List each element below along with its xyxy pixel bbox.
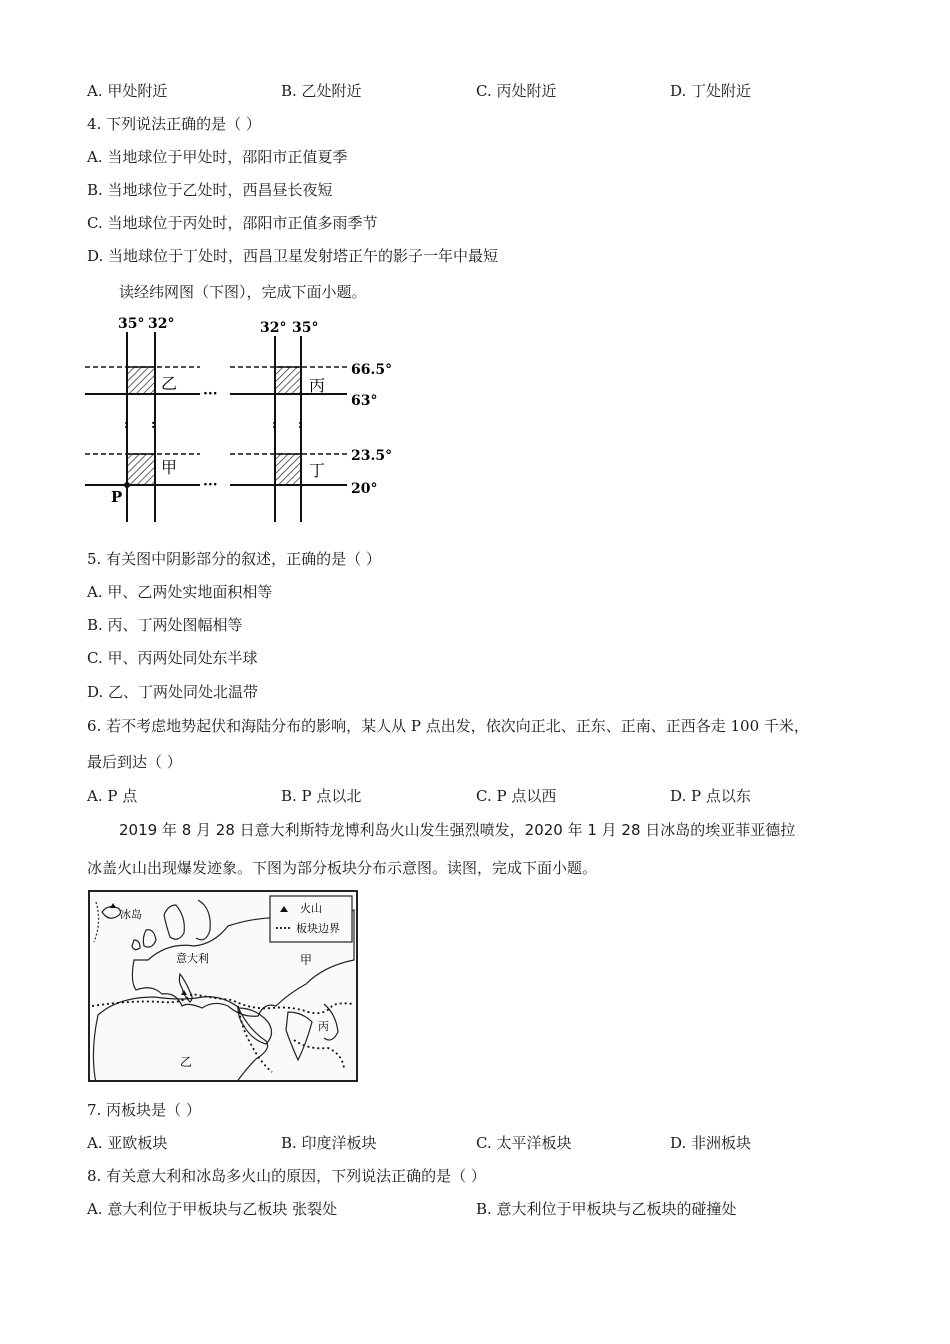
italy-label: 意大利 — [176, 952, 209, 965]
lon-label-32-left: 32° — [148, 316, 175, 332]
q6-stem-line2: 最后到达（ ） — [87, 753, 182, 771]
svg-text::: : — [272, 417, 277, 431]
intro-volcano-line1: 2019 年 8 月 28 日意大利斯特龙博利岛火山发生强烈喷发，2020 年 1 月 28 日冰岛的埃亚菲亚德拉 — [119, 821, 796, 839]
plate-label-jia: 甲 — [300, 953, 313, 967]
latlon-grid-figure — [85, 310, 405, 525]
q8-option-a: A. 意大利位于甲板块与乙板块 张裂处 — [87, 1200, 338, 1218]
q7-option-a: A. 亚欧板块 — [87, 1134, 168, 1152]
q5-option-d: D. 乙、丁两处同处北温带 — [87, 683, 259, 701]
area-label-bing: 丙 — [309, 376, 326, 395]
q7-option-d: D. 非洲板块 — [670, 1134, 752, 1152]
intro-volcano-line2: 冰盖火山出现爆发迹象。下图为部分板块分布示意图。读图，完成下面小题。 — [87, 859, 598, 877]
area-yi-shaded — [127, 367, 155, 394]
q3-option-a: A. 甲处附近 — [87, 82, 168, 100]
svg-text:···: ··· — [203, 477, 218, 493]
lat-label-66-5: 66.5° — [351, 362, 393, 378]
area-label-yi: 乙 — [161, 374, 178, 393]
q7-stem: 7. 丙板块是（ ） — [87, 1101, 201, 1119]
lon-label-35-left: 35° — [118, 316, 145, 332]
q3-option-c: C. 丙处附近 — [476, 82, 557, 100]
q7-option-b: B. 印度洋板块 — [281, 1134, 377, 1152]
plate-label-bing: 丙 — [318, 1020, 329, 1033]
q4-option-b: B. 当地球位于乙处时，西昌昼长夜短 — [87, 181, 333, 199]
plate-map-figure — [88, 890, 358, 1082]
point-p-label: P — [111, 488, 123, 506]
area-label-jia: 甲 — [161, 458, 178, 477]
point-p-marker — [124, 482, 130, 488]
legend-volcano-label: 火山 — [300, 902, 322, 915]
q6-option-c: C. P 点以西 — [476, 787, 557, 805]
lon-label-35-right: 35° — [292, 320, 319, 336]
svg-text::: : — [151, 417, 156, 431]
q4-option-a: A. 当地球位于甲处时，邵阳市正值夏季 — [87, 148, 348, 166]
q4-stem: 4. 下列说法正确的是（ ） — [87, 115, 261, 133]
plate-label-yi: 乙 — [180, 1055, 193, 1069]
q6-option-b: B. P 点以北 — [281, 787, 362, 805]
q8-option-b: B. 意大利位于甲板块与乙板块的碰撞处 — [476, 1200, 737, 1218]
svg-text:···: ··· — [203, 386, 218, 402]
q8-stem: 8. 有关意大利和冰岛多火山的原因，下列说法正确的是（ ） — [87, 1167, 486, 1185]
area-label-ding: 丁 — [309, 461, 326, 480]
q7-option-c: C. 太平洋板块 — [476, 1134, 572, 1152]
q6-stem-line1: 6. 若不考虑地势起伏和海陆分布的影响，某人从 P 点出发，依次向正北、正东、正南、正西各走 100 千米， — [87, 717, 809, 735]
intro-latlon-grid: 读经纬网图（下图），完成下面小题。 — [119, 283, 367, 301]
legend-boundary-label: 板块边界 — [296, 922, 340, 935]
q6-option-d: D. P 点以东 — [670, 787, 751, 805]
q3-option-b: B. 乙处附近 — [281, 82, 362, 100]
area-jia-shaded — [127, 454, 155, 485]
lat-label-63: 63° — [351, 393, 378, 409]
q4-option-c: C. 当地球位于丙处时，邵阳市正值多雨季节 — [87, 214, 378, 232]
lat-label-20: 20° — [351, 481, 378, 497]
q5-option-c: C. 甲、丙两处同处东半球 — [87, 649, 258, 667]
lat-label-23-5: 23.5° — [351, 448, 393, 464]
q5-stem: 5. 有关图中阴影部分的叙述，正确的是（ ） — [87, 550, 381, 568]
q5-option-b: B. 丙、丁两处图幅相等 — [87, 616, 243, 634]
q6-option-a: A. P 点 — [87, 787, 138, 805]
iceland-label: 冰岛 — [120, 908, 142, 921]
q3-option-d: D. 丁处附近 — [670, 82, 752, 100]
q4-option-d: D. 当地球位于丁处时，西昌卫星发射塔正午的影子一年中最短 — [87, 247, 499, 265]
q5-option-a: A. 甲、乙两处实地面积相等 — [87, 583, 273, 601]
lon-label-32-right: 32° — [260, 320, 287, 336]
area-bing-shaded — [275, 367, 301, 394]
svg-text::: : — [298, 417, 303, 431]
area-ding-shaded — [275, 454, 301, 485]
svg-text::: : — [124, 417, 129, 431]
